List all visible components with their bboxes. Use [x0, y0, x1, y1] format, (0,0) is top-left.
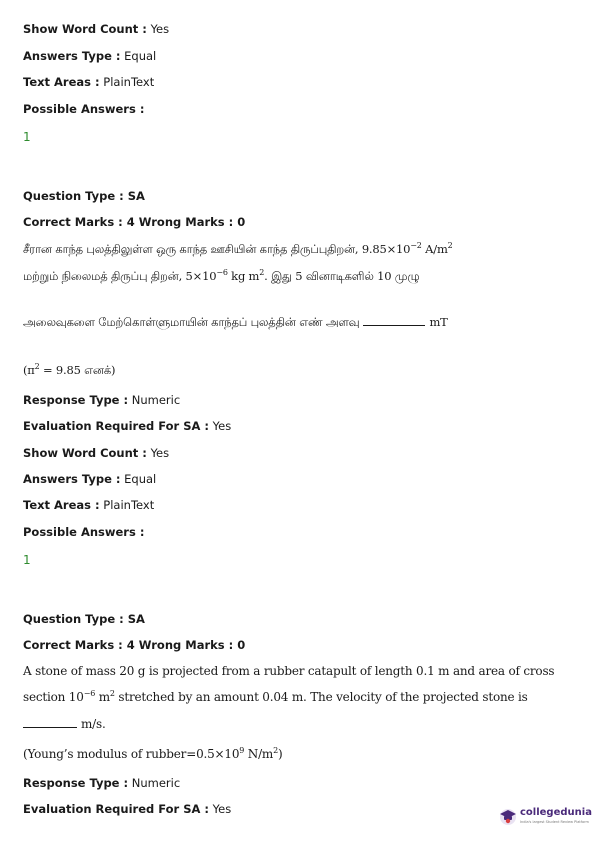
exponent: 9: [239, 746, 245, 755]
collegedunia-logo: [498, 804, 590, 834]
unit-text: kg m: [227, 269, 260, 283]
exponent: 2: [447, 241, 453, 250]
logo-name: collegedunia: [520, 807, 592, 818]
field-value: Yes: [212, 419, 232, 433]
question-text-line-2: [23, 689, 528, 705]
evaluation-row: [23, 418, 231, 434]
field-label: Show Word Count :: [23, 446, 147, 460]
possible-answers-label: Possible Answers :: [23, 102, 145, 116]
logo-tagline: India's largest Student Review Platform: [520, 820, 589, 824]
answer-blank: [23, 717, 77, 728]
field-label: Response Type :: [23, 776, 129, 790]
text-areas-row: [23, 74, 154, 90]
field-label: Answers Type :: [23, 49, 121, 63]
show-word-count-row: [23, 445, 169, 461]
question-marks: Correct Marks : 4 Wrong Marks : 0: [23, 638, 246, 652]
question-text-line-1: [23, 241, 453, 257]
exponent: −6: [216, 268, 228, 277]
question-marks: Correct Marks : 4 Wrong Marks : 0: [23, 215, 246, 229]
unit-text: m: [95, 690, 110, 704]
question-text-line-1: A stone of mass 20 g is projected from a rubber catapult of length 0.1 m and area of cross: [23, 664, 555, 678]
question-text-line-3: [23, 716, 106, 732]
question-note: [23, 746, 282, 762]
exponent: 2: [273, 746, 278, 755]
exponent: −6: [83, 689, 96, 698]
field-value: Yes: [150, 22, 170, 36]
question-text-line-2: [23, 268, 419, 284]
answers-type-row: [23, 48, 156, 64]
field-label: Answers Type :: [23, 472, 121, 486]
question-text: அலைவுகளை மேற்கொள்ளுமாயின் காந்தப் புலத்தின் எண் அளவு: [23, 315, 360, 329]
note-text: (Young’s modulus of rubber=0.5×10: [23, 747, 240, 761]
note-text: ): [278, 747, 283, 761]
answers-type-row: [23, 471, 156, 487]
field-label: Text Areas :: [23, 75, 100, 89]
exponent: 2: [109, 689, 115, 698]
question-text: மற்றும் நிலைமத் திருப்பு திறன், 5×10: [23, 269, 217, 283]
response-type-row: [23, 392, 180, 408]
answer-blank: [363, 315, 425, 326]
exponent: 2: [259, 268, 265, 277]
field-value: Numeric: [131, 776, 181, 790]
exponent: −2: [410, 241, 422, 250]
field-value: Equal: [124, 49, 157, 63]
field-value: Numeric: [131, 393, 181, 407]
field-label: Response Type :: [23, 393, 129, 407]
field-label: Evaluation Required For SA :: [23, 419, 210, 433]
field-value: Equal: [124, 472, 157, 486]
field-label: Show Word Count :: [23, 22, 147, 36]
note-text: = 9.85 எனக்): [39, 363, 116, 377]
question-note: [23, 362, 115, 378]
question-text: சீரான காந்த புலத்திலுள்ள ஒரு காந்த ஊசியின் காந்த திருப்புதிறன், 9.85×10: [23, 242, 411, 256]
field-value: PlainText: [103, 498, 155, 512]
question-text: stretched by an amount 0.04 m. The velocity of the projected stone is: [114, 690, 528, 704]
exponent: 2: [34, 362, 40, 371]
field-label: Text Areas :: [23, 498, 100, 512]
unit-text: N/m: [244, 747, 274, 761]
possible-answers-label: Possible Answers :: [23, 525, 145, 539]
evaluation-row: [23, 801, 231, 817]
question-type: Question Type : SA: [23, 612, 145, 626]
question-type: Question Type : SA: [23, 189, 145, 203]
question-text-line-3: [23, 314, 448, 330]
text-areas-row: [23, 497, 154, 513]
question-text: . இது 5 வினாடிகளில் 10 முழு: [264, 269, 420, 283]
unit-text: m/s.: [81, 717, 106, 731]
field-value: Yes: [212, 802, 232, 816]
possible-answer-value: 1: [23, 553, 31, 567]
field-value: Yes: [150, 446, 170, 460]
graduation-cap-icon: [498, 806, 518, 826]
field-label: Evaluation Required For SA :: [23, 802, 210, 816]
unit-text: A/m: [421, 242, 448, 256]
unit-text: mT: [429, 315, 448, 329]
field-value: PlainText: [103, 75, 155, 89]
note-text: (π: [23, 363, 35, 377]
show-word-count-row: [23, 21, 169, 37]
question-text: section 10: [23, 690, 84, 704]
possible-answer-value: 1: [23, 130, 31, 144]
response-type-row: [23, 775, 180, 791]
